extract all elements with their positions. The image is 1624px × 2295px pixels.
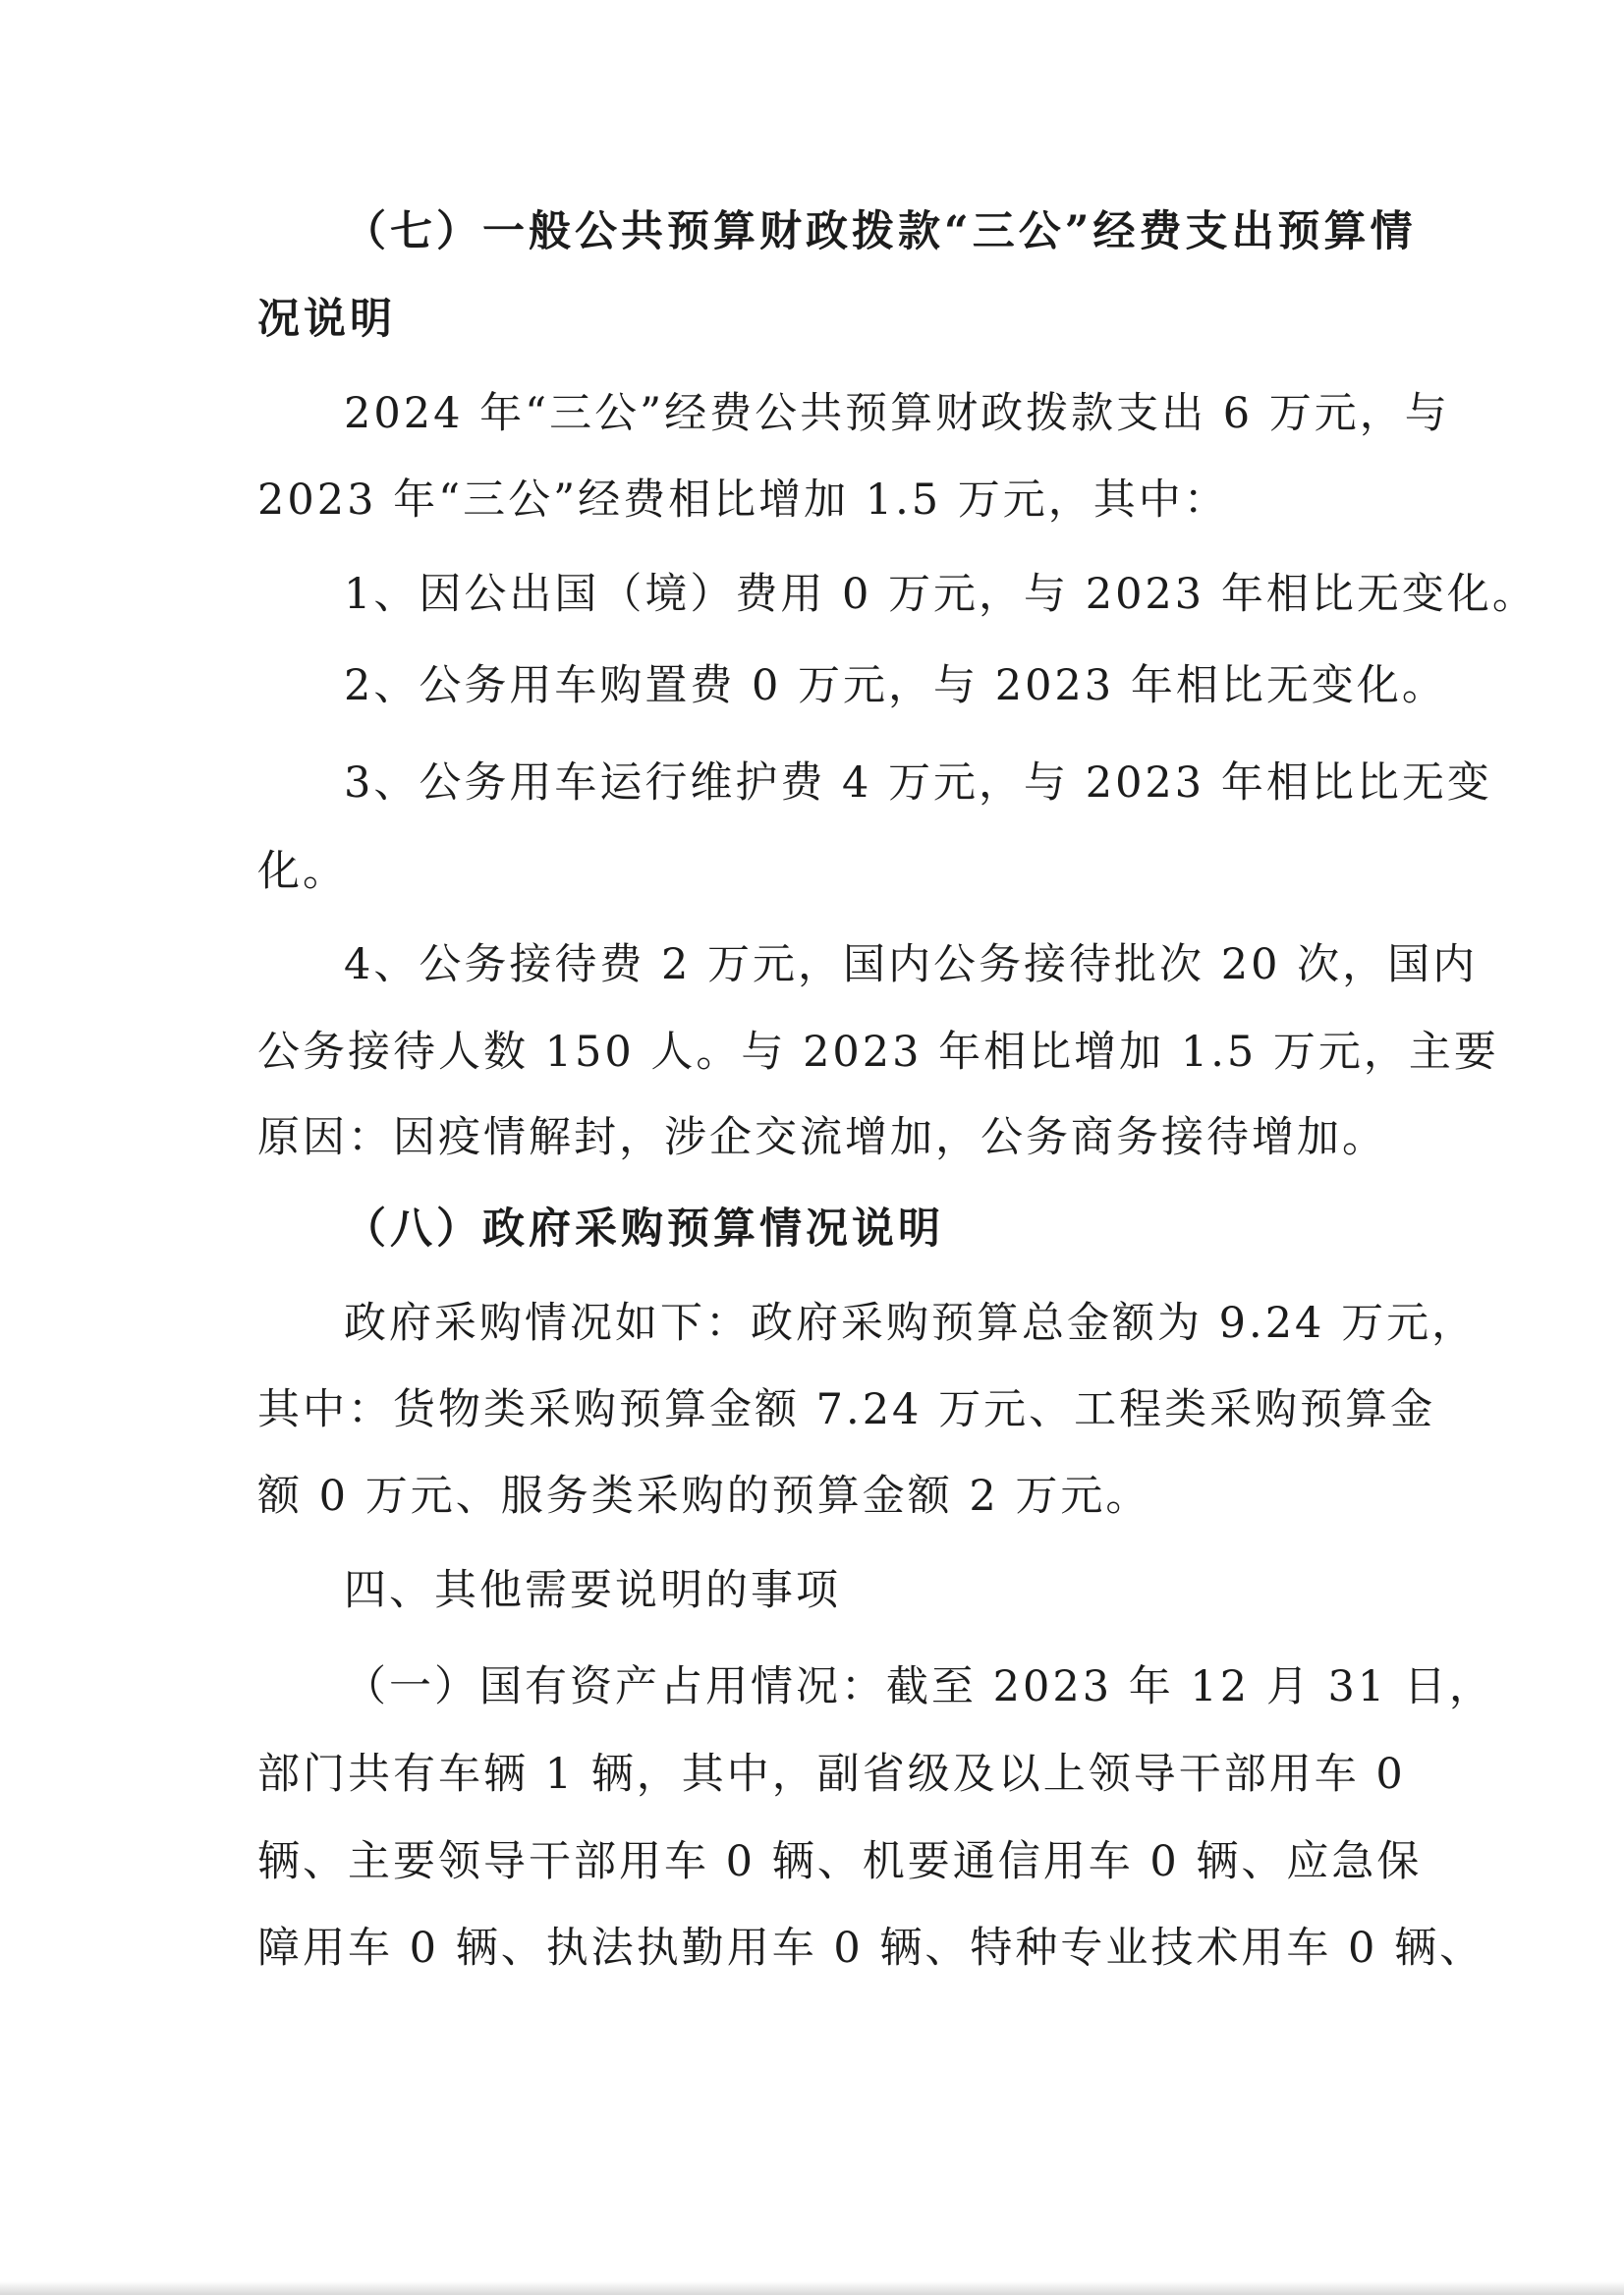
- item4-line1: 4、公务接待费 2 万元，国内公务接待批次 20 次，国内: [344, 940, 1479, 989]
- part4-body-line3: 辆、主要领导干部用车 0 辆、机要通信用车 0 辆、应急保: [257, 1837, 1423, 1886]
- part4-heading: 四、其他需要说明的事项: [344, 1566, 841, 1615]
- section7-intro-line1: 2024 年“三公”经费公共预算财政拨款支出 6 万元，与: [344, 389, 1450, 438]
- item4-line2: 公务接待人数 150 人。与 2023 年相比增加 1.5 万元，主要: [257, 1028, 1499, 1077]
- item3-line1: 3、公务用车运行维护费 4 万元，与 2023 年相比比无变: [344, 758, 1492, 808]
- item3-line2: 化。: [257, 847, 348, 896]
- section8-heading: （八）政府采购预算情况说明: [344, 1204, 944, 1254]
- item4-line3: 原因：因疫情解封，涉企交流增加，公务商务接待增加。: [257, 1113, 1387, 1162]
- section8-body-line3: 额 0 万元、服务类采购的预算金额 2 万元。: [257, 1472, 1151, 1521]
- page-bottom-edge: [0, 2281, 1624, 2295]
- item2-text: 2、公务用车购置费 0 万元，与 2023 年相比无变化。: [344, 661, 1447, 710]
- section7-intro-line2: 2023 年“三公”经费相比增加 1.5 万元，其中：: [257, 476, 1229, 525]
- part4-body-line1: （一）国有资产占用情况：截至 2023 年 12 月 31 日，: [344, 1662, 1494, 1711]
- section7-heading-line2: 况说明: [257, 295, 396, 344]
- item1-text: 1、因公出国（境）费用 0 万元，与 2023 年相比无变化。: [344, 570, 1538, 619]
- part4-body-line4: 障用车 0 辆、执法执勤用车 0 辆、特种专业技术用车 0 辆、: [257, 1924, 1485, 1973]
- section7-heading-line1: （七）一般公共预算财政拨款“三公”经费支出预算情: [344, 207, 1417, 256]
- section8-body-line2: 其中：货物类采购预算金额 7.24 万元、工程类采购预算金: [257, 1385, 1436, 1434]
- part4-body-line2: 部门共有车辆 1 辆，其中，副省级及以上领导干部用车 0: [257, 1750, 1406, 1799]
- section8-body-line1: 政府采购情况如下：政府采购预算总金额为 9.24 万元，: [344, 1299, 1478, 1348]
